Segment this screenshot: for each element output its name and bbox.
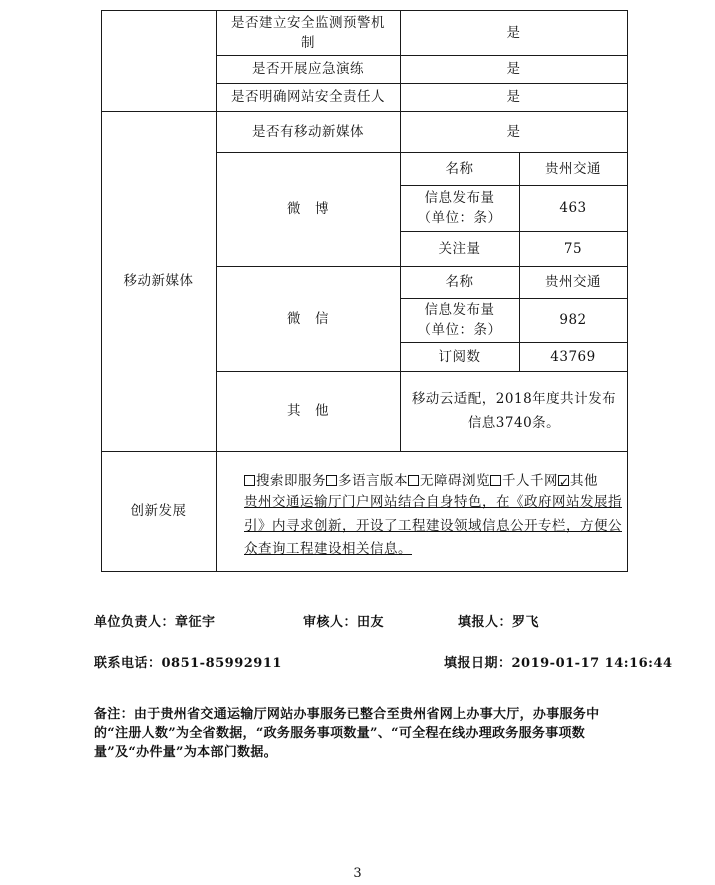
option-personalized: 千人千网 <box>490 473 558 489</box>
wechat-subs-label: 订阅数 <box>438 348 481 365</box>
checkbox-icon <box>326 475 337 486</box>
security-owner-value: 是 <box>506 89 521 105</box>
wechat-posts-label: 信息发布量（单位：条） <box>417 302 502 338</box>
checkbox-icon <box>490 475 501 486</box>
other-media-label: 其 他 <box>287 403 329 419</box>
weibo-follow-value: 75 <box>563 240 583 257</box>
weibo-label: 微 博 <box>287 201 329 217</box>
remarks-note: 备注：由于贵州省交通运输厅网站办事服务已整合至贵州省网上办事大厅，办事服务中的“注册人数”为全省数据，“政务服务事项数量”、“可全程在线办理政务服务事项数量”及“办件量”为本部门数据。 <box>94 707 600 760</box>
checkbox-checked-icon <box>558 475 569 486</box>
filler: 填报人：罗飞 <box>458 615 540 630</box>
wechat-name-label: 名称 <box>445 274 474 290</box>
mobile-media-section-label: 移动新媒体 <box>123 273 194 289</box>
innovation-options <box>244 470 624 492</box>
option-accessibility: 无障碍浏览 <box>408 473 490 489</box>
responsible-person: 单位负责人：章征宇 <box>94 615 216 630</box>
row-line-bottom <box>101 571 628 572</box>
security-monitor-label: 是否建立安全监测预警机制 <box>231 14 385 51</box>
option-search-service: 搜索即服务 <box>244 473 326 489</box>
has-mobile-media-label: 是否有移动新媒体 <box>252 123 364 140</box>
weibo-posts-value: 463 <box>559 200 587 216</box>
innovation-label: 创新发展 <box>130 503 187 519</box>
option-other: ✓ 其他 <box>558 473 598 489</box>
weibo-follow-label: 关注量 <box>438 240 481 257</box>
col-divider-2b <box>400 152 401 451</box>
security-owner-label: 是否明确网站安全责任人 <box>231 89 385 105</box>
other-media-value: 移动云适配，2018年度共计发布信息3740条。 <box>411 391 617 431</box>
fill-date: 填报日期：2019-01-17 14:16:44 <box>444 656 673 671</box>
innovation-description: 贵州交通运输厅门户网站结合自身特色，在《政府网站发展指引》内寻求创新，开设了工程建设领域信息公开专栏，方便公众查询工程建设相关信息。 <box>244 494 622 557</box>
weibo-name-label: 名称 <box>445 160 474 177</box>
wechat-name-value: 贵州交通 <box>545 274 601 290</box>
emergency-drill-label: 是否开展应急演练 <box>252 61 364 77</box>
has-mobile-media-value: 是 <box>506 123 521 140</box>
option-multilanguage: 多语言版本 <box>326 473 408 489</box>
emergency-drill-value: 是 <box>506 61 521 77</box>
reviewer: 审核人：田友 <box>303 615 385 630</box>
weibo-name-value: 贵州交通 <box>545 160 601 177</box>
wechat-posts-value: 982 <box>559 312 587 328</box>
wechat-subs-value: 43769 <box>550 348 596 365</box>
checkbox-icon <box>408 475 419 486</box>
checkbox-icon <box>244 475 255 486</box>
security-monitor-value: 是 <box>506 24 521 41</box>
wechat-label: 微 信 <box>287 310 329 327</box>
page-number: 3 <box>353 866 362 881</box>
table-border-right <box>627 10 628 572</box>
contact-phone: 联系电话：0851-85992911 <box>94 656 282 671</box>
weibo-posts-label: 信息发布量（单位：条） <box>417 190 502 226</box>
